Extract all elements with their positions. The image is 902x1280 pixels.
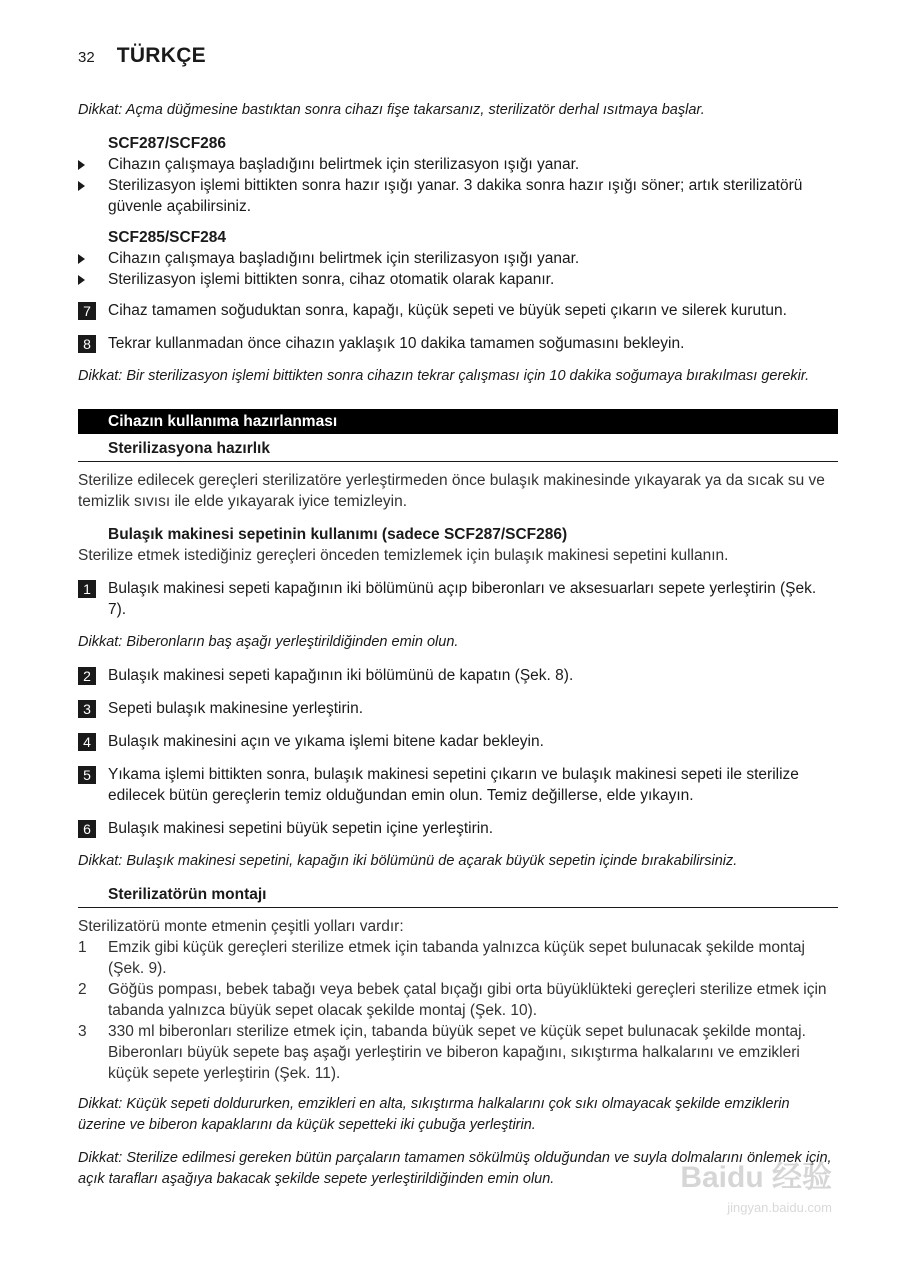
note-power-on: Dikkat: Açma düğmesine bastıktan sonra cihazı fişe takarsanız, sterilizatör derhal ısıtmaya başlar. <box>78 102 705 118</box>
step-2: 2 Bulaşık makinesi sepeti kapağının iki bölümünü de kapatın (Şek. 8). <box>78 665 838 686</box>
page-content <box>78 100 838 1202</box>
step-number-badge: 5 <box>78 766 96 784</box>
watermark-url: jingyan.baidu.com <box>727 1200 832 1215</box>
assembly-intro: Sterilizatörü monte etmenin çeşitli yolları vardır: <box>78 918 404 935</box>
bullet-icon <box>78 160 85 170</box>
model-heading-scf285: SCF285/SCF284 <box>108 229 227 246</box>
list-item: Sterilizasyon işlemi bittikten sonra hazır ışığı yanar. 3 dakika sonra hazır ışığı söner; artık sterilizatörü güvenle açabilirsiniz. <box>78 175 838 217</box>
list-item: 3 330 ml biberonları sterilize etmek için, tabanda büyük sepet ve küçük sepet bulunacak şekilde montaj. Biberonları büyük sepete baş aşağı yerleştirin ve biberon kapağını, sıkıştırma halkalarını ve emzikleri küçük sepete yerleştirin (Şek. 11). <box>78 1023 806 1082</box>
list-item: Sterilizasyon işlemi bittikten sonra, cihaz otomatik olarak kapanır. <box>78 269 838 290</box>
list-item: Cihazın çalışmaya başladığını belirtmek için sterilizasyon ışığı yanar. <box>78 248 838 269</box>
step-number-badge: 7 <box>78 302 96 320</box>
note-cooldown: Dikkat: Bir sterilizasyon işlemi bittikten sonra cihazın tekrar çalışması için 10 dakika soğumaya bırakılması gerekir. <box>78 368 810 384</box>
step-8: 8 Tekrar kullanmadan önce cihazın yaklaşık 10 dakika tamamen soğumasını bekleyin. <box>78 333 838 354</box>
step-3: 3 Sepeti bulaşık makinesine yerleştirin. <box>78 698 838 719</box>
step-number-badge: 3 <box>78 700 96 718</box>
bullet-list-scf285 <box>78 248 838 290</box>
list-item: 1 Emzik gibi küçük gereçleri sterilize etmek için tabanda yalnızca küçük sepet bulunacak şekilde montaj (Şek. 9). <box>78 939 805 977</box>
step-5: 5 Yıkama işlemi bittikten sonra, bulaşık makinesi sepetini çıkarın ve bulaşık makinesi sepeti ile sterilize edilecek bütün gereçlerin temiz olduğundan emin olun. Temiz değillerse, elde yıkayın. <box>78 764 838 806</box>
assembly-list <box>78 937 838 1084</box>
bullet-icon <box>78 181 85 191</box>
page-header <box>78 44 206 68</box>
dishwasher-intro: Sterilize etmek istediğiniz gereçleri önceden temizlemek için bulaşık makinesi sepetini kullanın. <box>78 547 729 564</box>
bullet-icon <box>78 275 85 285</box>
note-small-basket: Dikkat: Küçük sepeti doldururken, emzikleri en alta, sıkıştırma halkalarını çok sıkı olmayacak şekilde emziklerin üzerine ve biberon kapaklarını da küçük sepetteki iki çubuğa yerleştirin. <box>78 1096 790 1133</box>
step-number-badge: 2 <box>78 667 96 685</box>
list-item: Cihazın çalışmaya başladığını belirtmek için sterilizasyon ışığı yanar. <box>78 154 838 175</box>
step-number-badge: 6 <box>78 820 96 838</box>
list-item: 2 Göğüs pompası, bebek tabağı veya bebek çatal bıçağı gibi orta büyüklükteki gereçleri sterilize etmek için tabanda yalnızca büyük sepet olacak şekilde montaj (Şek. 10). <box>78 981 827 1019</box>
prep-paragraph: Sterilize edilecek gereçleri sterilizatöre yerleştirmeden önce bulaşık makinesinde yıkayarak ya da sıcak su ve temizlik sıvısı ile elde yıkayarak iyice temizleyin. <box>78 472 825 510</box>
bullet-icon <box>78 254 85 264</box>
model-heading-scf287: SCF287/SCF286 <box>108 135 227 152</box>
step-6: 6 Bulaşık makinesi sepetini büyük sepetin içine yerleştirin. <box>78 818 838 839</box>
heading-dishwasher-basket: Bulaşık makinesi sepetinin kullanımı (sadece SCF287/SCF286) <box>108 526 568 543</box>
step-4: 4 Bulaşık makinesini açın ve yıkama işlemi bitene kadar bekleyin. <box>78 731 838 752</box>
bullet-list-scf287 <box>78 154 838 217</box>
note-basket-open: Dikkat: Bulaşık makinesi sepetini, kapağın iki bölümünü de açarak büyük sepetin içinde bırakabilirsiniz. <box>78 853 738 869</box>
page-language-title: TÜRKÇE <box>116 44 206 67</box>
note-disassembled: Dikkat: Sterilize edilmesi gereken bütün parçaların tamamen sökülmüş olduğundan ve suyla dolmalarını önlemek için, açık tarafları aşağıya bakacak şekilde sepete yerleştirildiğinden emin olun. <box>78 1150 832 1187</box>
step-number-badge: 8 <box>78 335 96 353</box>
section-title-bar: Cihazın kullanıma hazırlanması <box>78 409 838 434</box>
step-7: 7 Cihaz tamamen soğuduktan sonra, kapağı, küçük sepeti ve büyük sepeti çıkarın ve silerek kurutun. <box>78 300 838 321</box>
heading-assembly: Sterilizatörün montajı <box>78 884 838 908</box>
step-number-badge: 4 <box>78 733 96 751</box>
note-upside-down: Dikkat: Biberonların baş aşağı yerleştirildiğinden emin olun. <box>78 634 459 650</box>
step-number-badge: 1 <box>78 580 96 598</box>
page-number: 32 <box>78 49 95 66</box>
step-1: 1 Bulaşık makinesi sepeti kapağının iki bölümünü açıp biberonları ve aksesuarları sepete yerleştirin (Şek. 7). <box>78 578 838 620</box>
heading-prep: Sterilizasyona hazırlık <box>78 438 838 462</box>
watermark-logo: Baidu 经验 <box>680 1161 832 1194</box>
